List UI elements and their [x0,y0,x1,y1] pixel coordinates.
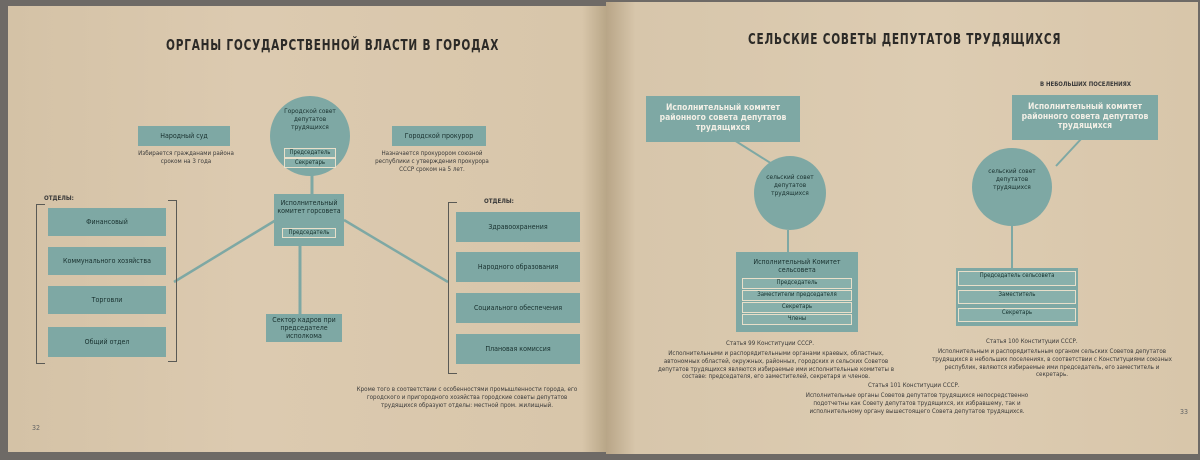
right-departments-heading: ОТДЕЛЫ: [484,198,514,205]
cadres-sector-box: Сектор кадров при председателе исполкома [266,314,342,342]
article-100-title: Статья 100 Конституции СССР. [986,338,1078,345]
executive-committee-box [274,194,344,246]
prosecutor-note: Назначается прокурором союзной республики с утверждения прокурора СССР сроком на 5 лет. [375,150,489,173]
village-exec-left-chair: Председатель [742,278,852,289]
village-exec-left-secretary: Секретарь [742,302,852,313]
small-settlements-label: В НЕБОЛЬШИХ ПОСЕЛЕНИЯХ [1040,81,1132,88]
city-council-label: Городской совет депутатов трудящихся [284,107,336,131]
court-note: Избирается гражданами района сроком на 3 года [138,150,234,165]
village-exec-left-deputy: Заместители председателя [742,290,852,301]
article-99-title: Статья 99 Конституции СССР. [726,340,815,347]
right-page-number: 33 [1180,408,1189,416]
village-exec-left-label: Исполнительный Комитет сельсовета [753,258,841,275]
left-departments-heading: ОТДЕЛЫ: [44,195,74,202]
city-council-secretary: Секретарь [284,158,336,168]
executive-chair: Председатель [282,228,336,238]
dept-trade: Торговли [48,286,166,314]
village-exec-left-members: Члены [742,314,852,325]
dept-social: Социального обеспечения [456,293,580,323]
village-exec-right-deputy: Заместитель [958,290,1076,304]
prosecutor-box: Городской прокурор [392,126,486,146]
article-101-title: Статья 101 Конституции СССР. [868,382,960,389]
court-box: Народный суд [138,126,230,146]
dept-education: Народного образования [456,252,580,282]
executive-committee-label: Исполнительный комитет горсовета [277,199,341,216]
article-100-text: Исполнительным и распорядительным органом сельских Советов депутатов трудящихся в небольших поселениях, в соответствии с Конституциями союзных республик, являются избираемые ими председатель, его заместитель и секретарь. [932,348,1172,379]
village-council-right [972,148,1052,226]
dept-finance: Финансовый [48,208,166,236]
left-footnote: Кроме того в соответствии с особенностями промышленности города, его городского и пригородного хозяйства городские советы депутатов трудящихся образуют отделы: местной пром. жилищный. [356,386,578,409]
left-page [8,6,606,452]
right-page-title: СЕЛЬСКИЕ СОВЕТЫ ДЕПУТАТОВ ТРУДЯЩИХСЯ [748,30,1062,48]
dept-health: Здравоохранения [456,212,580,242]
right-page [606,2,1198,454]
left-departments-bracket [36,204,45,364]
village-exec-right-chair: Председатель сельсовета [958,271,1076,286]
left-departments-bracket-right [168,200,177,362]
dept-planning: Плановая комиссия [456,334,580,364]
village-council-left-label: сельский совет депутатов трудящихся [766,173,814,197]
village-council-left [754,156,826,230]
village-council-right-label: сельский совет депутатов трудящихся [988,167,1036,191]
district-executive-left: Исполнительный комитет районного совета депутатов трудящихся [646,96,800,142]
left-page-number: 32 [32,424,41,432]
page-title: ОРГАНЫ ГОСУДАРСТВЕННОЙ ВЛАСТИ В ГОРОДАХ [166,36,500,54]
dept-communal: Коммунального хозяйства [48,247,166,275]
district-executive-right: Исполнительный комитет районного совета депутатов трудящихся [1012,95,1158,140]
village-exec-right-secretary: Секретарь [958,308,1076,322]
city-council-chair: Председатель [284,148,336,158]
article-99-text: Исполнительными и распорядительными органами краевых, областных, автономных областей, окружных, районных, городских и сельских Советов депутатов трудящихся являются избираемые ими исполнительные комитеты в составе: председателя, его заместителей, секретаря и членов. [658,350,894,381]
dept-general: Общий отдел [48,327,166,357]
article-101-text: Исполнительные органы Советов депутатов трудящихся непосредственно подотчетны как Совету депутатов трудящихся, их избравшему, так и исполнительному органу вышестоящего Совета депутатов трудящихся. [805,392,1029,415]
